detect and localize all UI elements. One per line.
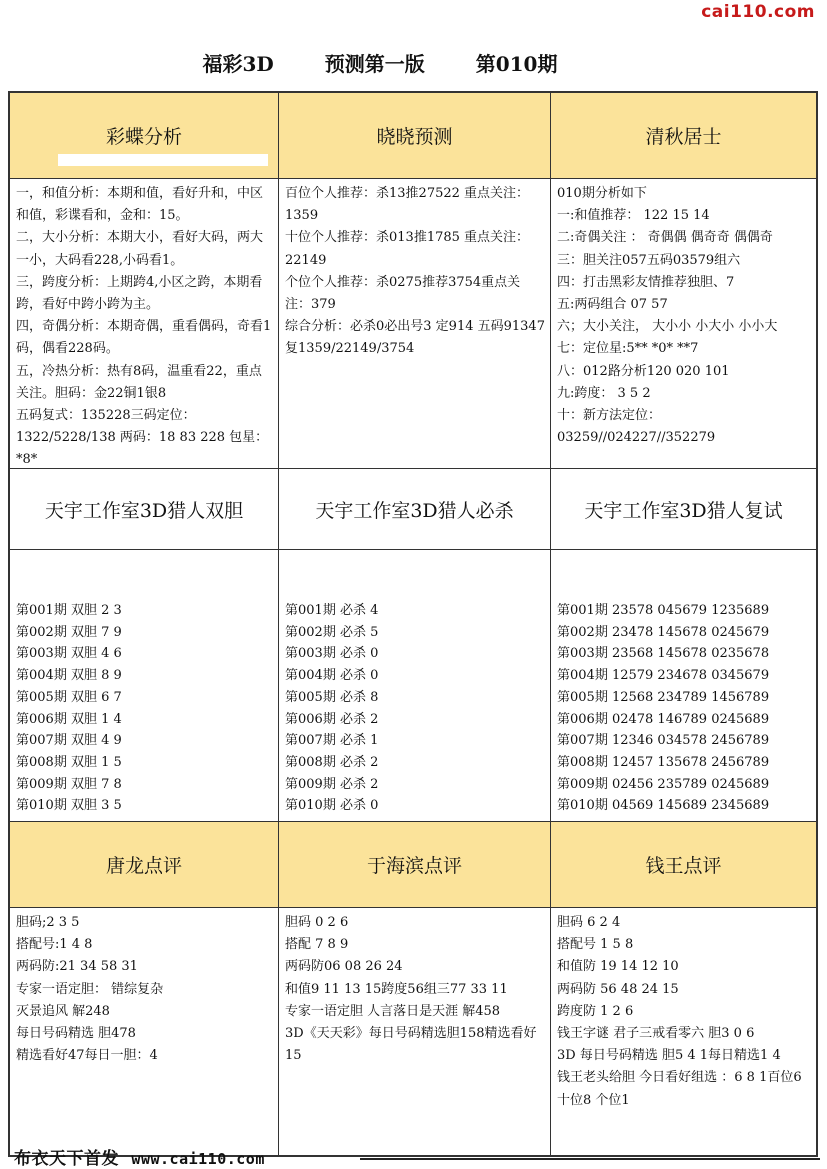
list-item: 第008期 双胆 1 5 xyxy=(16,754,122,770)
text-line: 四：打击黑彩友情推荐独胆、7 xyxy=(557,274,735,290)
text-line: 胆码;2 3 5 xyxy=(16,915,80,930)
body-fushi xyxy=(551,550,816,822)
text-line: 010期分析如下 xyxy=(557,186,647,201)
list-item: 第010期 必杀 0 xyxy=(285,798,379,814)
text-line: 和值9 11 13 15跨度56组三77 33 11 xyxy=(285,981,508,997)
prediction-table xyxy=(8,91,818,1157)
text-line: 灭景追风 解248 xyxy=(16,1003,110,1019)
text-line: 二，大小分析：本期大小，看好大码，两大一小，大码看228,小码看1。 xyxy=(16,230,264,268)
list-item: 第007期 双胆 4 9 xyxy=(16,733,122,749)
heading-text: 钱王点评 xyxy=(645,855,722,877)
footer-url: www.cai110.com xyxy=(131,1150,265,1168)
heading-text: 唐龙点评 xyxy=(105,855,182,877)
body-shuangdan xyxy=(10,550,279,822)
list-item: 第005期 双胆 6 7 xyxy=(16,689,122,705)
text-line: 七：定位星:5** *0* **7 xyxy=(557,341,699,357)
list-item: 第001期 必杀 4 xyxy=(285,603,379,618)
text-line: 九:跨度： 3 5 2 xyxy=(557,385,651,401)
list-item: 第009期 必杀 2 xyxy=(285,776,379,792)
heading-text: 彩蝶分析 xyxy=(105,126,182,148)
text-line: 钱王字谜 君子三戒看零六 胆3 0 6 xyxy=(557,1026,755,1042)
heading-text: 于海滨点评 xyxy=(366,855,462,877)
text-line: 十：新方法定位：03259//024227//352279 xyxy=(557,408,716,446)
site-logo: cai110.com xyxy=(701,2,815,22)
heading-text: 清秋居士 xyxy=(645,126,722,148)
heading-yuhaibin xyxy=(279,822,551,908)
list-item: 第002期 23478 145678 0245679 xyxy=(557,624,770,640)
text-line: 二:奇偶关注 ： 奇偶偶 偶奇奇 偶偶奇 xyxy=(557,230,773,246)
text-line: 四，奇偶分析：本期奇偶，重看偶码，奇看1码，偶看228码。 xyxy=(16,319,272,357)
text-line: 搭配号:1 4 8 xyxy=(16,937,93,953)
text-line: 六；大小关注， 大小小 小大小 小小大 xyxy=(557,319,778,335)
footer-watermark xyxy=(14,1144,265,1169)
footer-divider xyxy=(360,1158,820,1160)
heading-fushi xyxy=(551,469,816,550)
body-tanglong xyxy=(10,908,279,1155)
text-line: 3D 每日号码精选 胆5 4 1每日精选1 4 xyxy=(557,1048,781,1064)
page-title xyxy=(0,48,760,77)
list-item: 第001期 双胆 2 3 xyxy=(16,603,122,618)
list-item: 第009期 02456 235789 0245689 xyxy=(557,776,770,792)
footer-text: 布衣天下首发 xyxy=(14,1149,119,1169)
heading-tanglong xyxy=(10,822,279,908)
body-qianwang xyxy=(551,908,816,1155)
list-item: 第009期 双胆 7 8 xyxy=(16,776,122,792)
list-item: 第004期 双胆 8 9 xyxy=(16,668,122,684)
text-line: 综合分析：必杀0必出号3 定914 五码91347 xyxy=(285,319,545,335)
text-line: 搭配号 1 5 8 xyxy=(557,937,634,953)
text-line: 一:和值推荐： 122 15 14 xyxy=(557,208,710,224)
text-line: 两码防:21 34 58 31 xyxy=(16,959,138,975)
list-item: 第005期 必杀 8 xyxy=(285,689,379,705)
list-item: 第002期 必杀 5 xyxy=(285,624,379,640)
text-line: 两码防06 08 26 24 xyxy=(285,959,403,975)
list-item: 第004期 必杀 0 xyxy=(285,668,379,684)
list-item: 第003期 必杀 0 xyxy=(285,646,379,662)
list-item: 第010期 04569 145689 2345689 xyxy=(557,798,770,814)
list-item: 第005期 12568 234789 1456789 xyxy=(557,689,770,705)
heading-qianwang xyxy=(551,822,816,908)
text-line: 每日号码精选 胆478 xyxy=(16,1026,136,1042)
text-line: 一，和值分析：本期和值，看好升和，中区和值，彩谍看和，金和：15。 xyxy=(16,186,264,224)
heading-text: 天宇工作室3D猎人复试 xyxy=(584,499,783,522)
title-game: 福彩3D xyxy=(202,52,274,76)
text-line: 搭配 7 8 9 xyxy=(285,937,349,953)
text-line: 跨度防 1 2 6 xyxy=(557,1003,634,1019)
heading-xiaoxiao xyxy=(279,93,551,179)
white-mark xyxy=(58,154,268,166)
list-item: 第008期 必杀 2 xyxy=(285,754,379,770)
body-yuhaibin xyxy=(279,908,551,1155)
text-line: 专家一语定胆 人言落日是天涯 解458 xyxy=(285,1003,501,1019)
list-item: 第008期 12457 135678 2456789 xyxy=(557,754,770,770)
heading-text: 天宇工作室3D猎人双胆 xyxy=(44,499,244,522)
text-line: 三，跨度分析：上期跨4,小区之跨，本期看跨，看好中跨小跨为主。 xyxy=(16,274,263,313)
body-qingqiu xyxy=(551,179,816,469)
list-item: 第003期 双胆 4 6 xyxy=(16,646,122,662)
heading-text: 晓晓预测 xyxy=(376,126,453,148)
text-line: 十位个人推荐：杀013推1785 重点关注：22149 xyxy=(285,230,530,268)
text-line: 复1359/22149/3754 xyxy=(285,341,415,357)
list-item: 第007期 必杀 1 xyxy=(285,733,379,749)
text-line: 八：012路分析120 020 101 xyxy=(557,363,730,379)
list-item: 第006期 双胆 1 4 xyxy=(16,711,122,727)
body-xiaoxiao xyxy=(279,179,551,469)
text-line: 专家一语定胆： 错综复杂 xyxy=(16,981,164,997)
body-bisha xyxy=(279,550,551,822)
text-line: 三：胆关注057五码03579组六 xyxy=(557,252,741,268)
list-item: 第004期 12579 234678 0345679 xyxy=(557,668,770,684)
list-item: 第006期 必杀 2 xyxy=(285,711,379,727)
text-line: 3D《天天彩》每日号码精选胆158精选看好15 xyxy=(285,1026,537,1064)
heading-bisha xyxy=(279,469,551,550)
list-item: 第001期 23578 045679 1235689 xyxy=(557,603,770,618)
text-line: 胆码 6 2 4 xyxy=(557,915,621,930)
list-item: 第003期 23568 145678 0235678 xyxy=(557,646,770,662)
text-line: 百位个人推荐：杀13推27522 重点关注：1359 xyxy=(285,186,530,224)
list-item: 第007期 12346 034578 2456789 xyxy=(557,733,770,749)
heading-qingqiu xyxy=(551,93,816,179)
text-line: 和值防 19 14 12 10 xyxy=(557,959,679,975)
text-line: 钱王老头给胆 今日看好组选 ：6 8 1百位6 十位8 个位1 xyxy=(557,1070,802,1108)
text-line: 胆码 0 2 6 xyxy=(285,915,349,930)
body-caidie xyxy=(10,179,279,469)
text-line: 两码防 56 48 24 15 xyxy=(557,981,679,997)
text-line: 五码复式：135228三码定位：1322/5228/138 两码：18 83 228 包星：*8* xyxy=(16,408,269,468)
title-edition: 预测第一版 xyxy=(324,52,425,76)
text-line: 五:两码组合 07 57 xyxy=(557,297,668,313)
list-item: 第002期 双胆 7 9 xyxy=(16,624,122,640)
heading-caidie xyxy=(10,93,279,179)
text-line: 五，冷热分析：热有8码，温重看22，重点关注。胆码：金22铜1银8 xyxy=(16,363,262,401)
text-line: 个位个人推荐：杀0275推荐3754重点关注：379 xyxy=(285,274,521,313)
list-item: 第006期 02478 146789 0245689 xyxy=(557,711,770,727)
list-item: 第010期 双胆 3 5 xyxy=(16,798,122,814)
heading-text: 天宇工作室3D猎人必杀 xyxy=(315,499,514,522)
heading-shuangdan xyxy=(10,469,279,550)
text-line: 精选看好47每日一胆：4 xyxy=(16,1048,158,1064)
title-issue: 第010期 xyxy=(475,52,558,76)
